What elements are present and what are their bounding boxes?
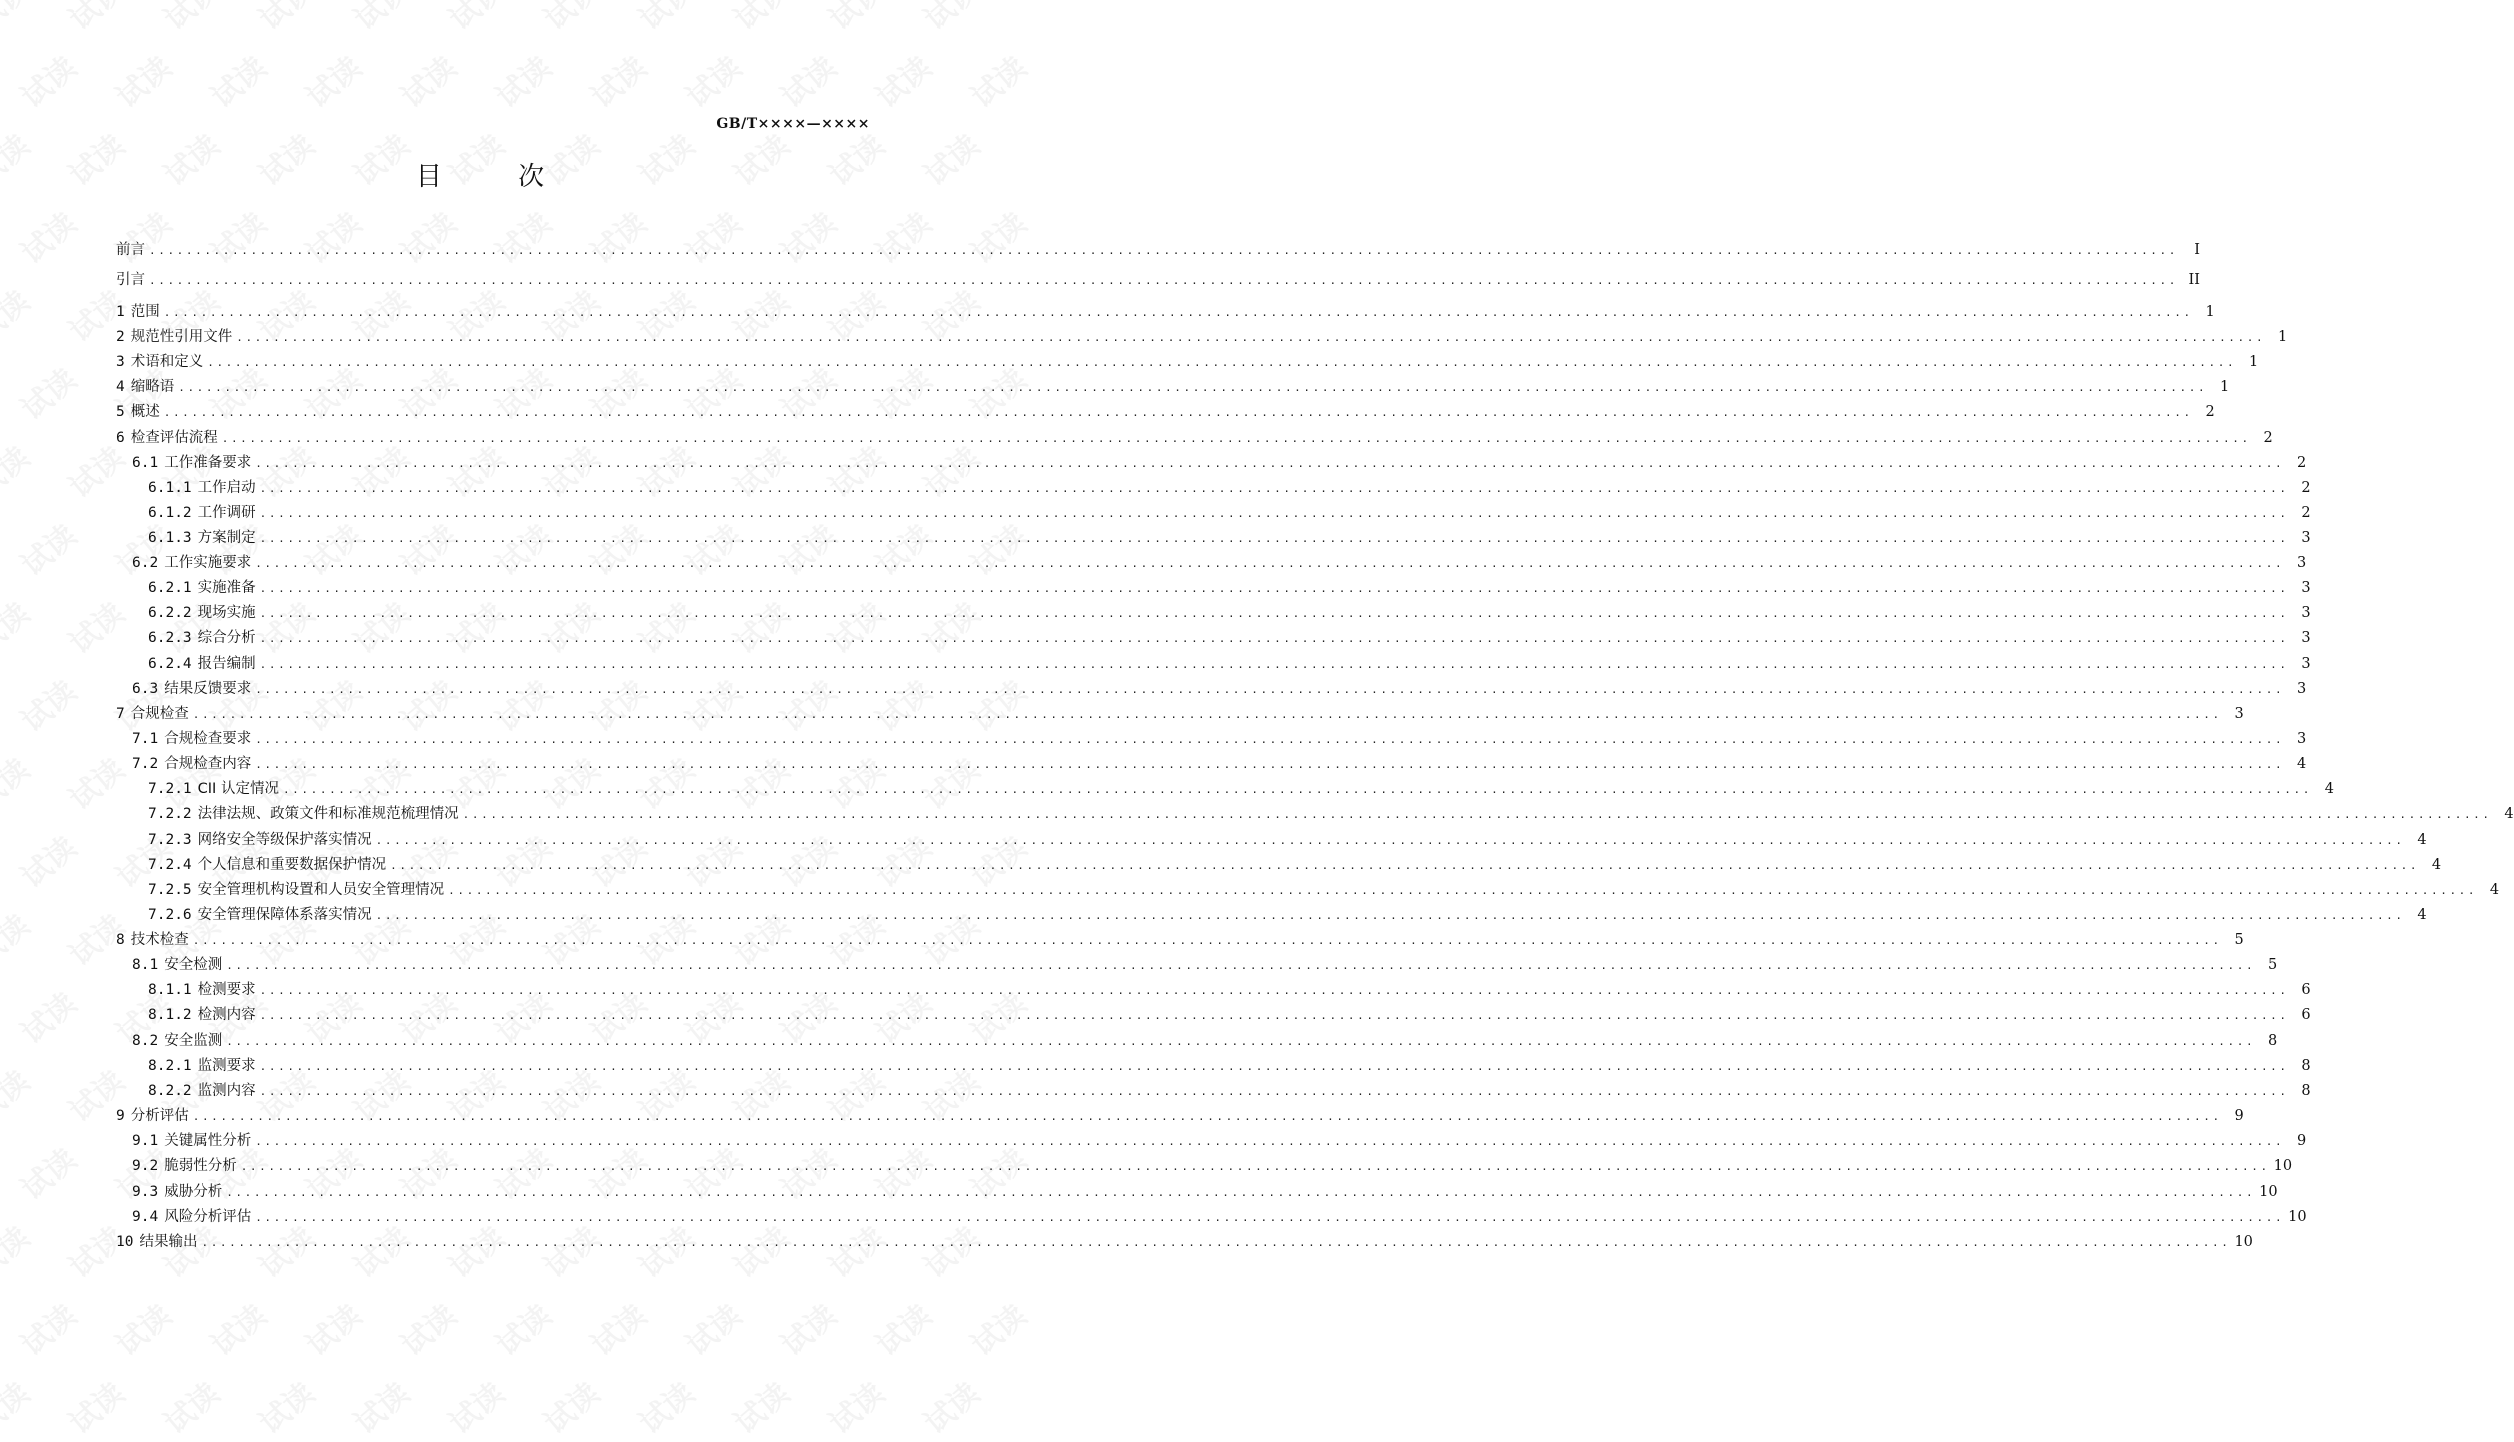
- toc-dot-leader: ............................................................................................................................................................................................................................: [259, 632, 2289, 645]
- toc-entry-label: [148, 628, 260, 648]
- toc-entry-label: [132, 1156, 241, 1176]
- toc-entry-number: 6.1.1: [148, 480, 192, 496]
- toc-entry-label: [132, 553, 255, 573]
- toc-entry-title: 合规检查要求: [164, 731, 252, 747]
- toc-entry-title: 报告编制: [197, 656, 256, 672]
- toc-entry[interactable]: [116, 528, 2311, 548]
- toc-dot-leader: ............................................................................................................................................................................................................................: [201, 1236, 2231, 1249]
- toc-entry[interactable]: [116, 1232, 2253, 1252]
- toc-entry-title: 个人信息和重要数据保护情况: [197, 857, 387, 873]
- watermark-text: [438, 1370, 512, 1442]
- toc-entry-title: 工作启动: [197, 480, 256, 496]
- toc-entry-number: 6.1.2: [148, 505, 192, 521]
- toc-page-number: 8: [2301, 1083, 2311, 1099]
- toc-dot-leader: ............................................................................................................................................................................................................................: [375, 834, 2405, 847]
- toc-page-number: 2: [2205, 404, 2215, 420]
- toc-dot-leader: ............................................................................................................................................................................................................................: [259, 984, 2289, 997]
- toc-page-number: 3: [2296, 681, 2307, 697]
- toc-dot-leader: ............................................................................................................................................................................................................................: [259, 532, 2289, 545]
- watermark-text: [10, 44, 84, 116]
- toc-entry-label: [116, 930, 193, 950]
- watermark-text: [0, 434, 37, 506]
- toc-entry-number: 9.2: [132, 1158, 159, 1174]
- toc-entry-number: 7: [116, 706, 125, 722]
- watermark-text: [0, 1370, 37, 1442]
- toc-dot-leader: ............................................................................................................................................................................................................................: [226, 1035, 2256, 1048]
- toc-page-number: 10: [2288, 1209, 2307, 1225]
- toc-page-number: 1: [2248, 354, 2259, 370]
- toc-entry[interactable]: [116, 270, 2200, 290]
- toc-entry-label: [116, 352, 207, 372]
- toc-entry-number: 8.1.2: [148, 1007, 192, 1023]
- toc-entry-label: [148, 578, 260, 598]
- toc-entry-title: 实施准备: [197, 580, 256, 596]
- toc-entry[interactable]: [116, 428, 2273, 448]
- toc-entry[interactable]: [116, 1156, 2293, 1176]
- toc-dot-leader: ............................................................................................................................................................................................................................: [226, 1186, 2256, 1199]
- toc-entry-label: [116, 428, 222, 448]
- toc-dot-leader: ............................................................................................................................................................................................................................: [259, 582, 2289, 595]
- toc-entry[interactable]: [116, 704, 2244, 724]
- watermark-text: [10, 1136, 84, 1208]
- toc-dot-leader: ............................................................................................................................................................................................................................: [255, 758, 2285, 771]
- watermark-text: [913, 1370, 987, 1442]
- toc-page-number: 3: [2301, 630, 2311, 646]
- toc-dot-leader: ............................................................................................................................................................................................................................: [149, 274, 2178, 287]
- toc-dot-leader: ............................................................................................................................................................................................................................: [259, 1009, 2289, 1022]
- toc-entry[interactable]: [116, 1005, 2311, 1025]
- toc-dot-leader: ............................................................................................................................................................................................................................: [375, 909, 2405, 922]
- toc-entry[interactable]: [116, 453, 2307, 473]
- watermark-text: [248, 1370, 322, 1442]
- toc-dot-leader: ............................................................................................................................................................................................................................: [226, 959, 2256, 972]
- toc-page-number: 9: [2296, 1133, 2307, 1149]
- toc-entry-number: 7.2.6: [148, 907, 192, 923]
- toc-entry-number: 5: [116, 404, 125, 420]
- toc-entry-title: 检测内容: [197, 1007, 256, 1023]
- toc-page-number: 3: [2301, 656, 2311, 672]
- watermark-text: [865, 1292, 939, 1364]
- table-of-contents: [116, 0, 2514, 1357]
- toc-page-number: 10: [2273, 1158, 2293, 1174]
- watermark-text: [0, 1058, 37, 1130]
- toc-dot-leader: ............................................................................................................................................................................................................................: [259, 1085, 2289, 1098]
- toc-entry-title: 术语和定义: [130, 354, 204, 370]
- toc-entry[interactable]: [116, 503, 2311, 523]
- toc-entry-title: 安全管理保障体系落实情况: [197, 907, 372, 923]
- toc-entry-label: [132, 1031, 226, 1051]
- toc-page-number: 3: [2301, 580, 2311, 596]
- toc-entry-number: 9.1: [132, 1133, 159, 1149]
- toc-dot-leader: ............................................................................................................................................................................................................................: [259, 482, 2289, 495]
- toc-entry-label: [132, 453, 255, 473]
- toc-dot-leader: ............................................................................................................................................................................................................................: [448, 884, 2478, 897]
- toc-entry-label: [148, 528, 260, 548]
- toc-page-number: 5: [2267, 957, 2278, 973]
- toc-entry-title: 脆弱性分析: [164, 1158, 237, 1174]
- toc-page-number: 5: [2234, 932, 2244, 948]
- toc-entry-label: [148, 804, 463, 824]
- toc-dot-leader: ............................................................................................................................................................................................................................: [255, 1135, 2285, 1148]
- toc-entry[interactable]: [116, 1106, 2244, 1126]
- toc-entry-label: [148, 880, 448, 900]
- watermark-text: [10, 1292, 84, 1364]
- toc-entry-label: [148, 1081, 260, 1101]
- toc-entry[interactable]: [116, 240, 2200, 260]
- toc-dot-leader: ............................................................................................................................................................................................................................: [259, 507, 2289, 520]
- watermark-text: [960, 200, 1034, 272]
- toc-entry[interactable]: [116, 1056, 2311, 1076]
- toc-dot-leader: ............................................................................................................................................................................................................................: [282, 783, 2312, 796]
- toc-entry-number: 2: [116, 329, 125, 345]
- toc-dot-leader: ............................................................................................................................................................................................................................: [192, 934, 2222, 947]
- toc-entry[interactable]: [116, 1182, 2278, 1202]
- toc-entry-title: 监测要求: [197, 1058, 256, 1074]
- toc-entry-number: 7.2.2: [148, 806, 192, 822]
- toc-entry-label: [132, 1182, 226, 1202]
- toc-entry-title: 综合分析: [197, 630, 256, 646]
- toc-entry-number: 6.2: [132, 555, 159, 571]
- toc-entry-label: [132, 1131, 255, 1151]
- toc-entry-number: 3: [116, 354, 125, 370]
- toc-entry-label: [116, 377, 178, 397]
- toc-entry-title: 结果输出: [139, 1234, 198, 1250]
- watermark-text: [913, 0, 987, 38]
- toc-page-number: 1: [2219, 379, 2230, 395]
- page-title: 目 次: [415, 162, 579, 192]
- toc-entry-number: 8: [116, 932, 125, 948]
- toc-dot-leader: ............................................................................................................................................................................................................................: [236, 331, 2266, 344]
- toc-entry[interactable]: [116, 1081, 2311, 1101]
- toc-entry-title: CII 认定情况: [197, 781, 279, 797]
- toc-entry[interactable]: [116, 980, 2311, 1000]
- toc-entry[interactable]: [116, 955, 2278, 975]
- toc-entry-number: 7.2.1: [148, 781, 192, 797]
- watermark-text: [533, 1370, 607, 1442]
- watermark-text: [865, 200, 939, 272]
- toc-entry-title: 工作实施要求: [164, 555, 252, 571]
- toc-entry-title: 法律法规、政策文件和标准规范梳理情况: [197, 806, 459, 822]
- toc-dot-leader: ............................................................................................................................................................................................................................: [192, 708, 2222, 721]
- watermark-text: [10, 824, 84, 896]
- toc-entry-title: 范围: [130, 304, 160, 320]
- toc-entry-title: 规范性引用文件: [130, 329, 233, 345]
- toc-entry-label: [116, 402, 164, 422]
- toc-page-number: 6: [2301, 982, 2311, 998]
- toc-page-number: 3: [2301, 605, 2311, 621]
- toc-entry[interactable]: [116, 804, 2514, 824]
- toc-entry-label: [148, 478, 260, 498]
- toc-page-number: 4: [2296, 756, 2307, 772]
- toc-entry-label: [148, 905, 376, 925]
- toc-page-number: 4: [2417, 832, 2427, 848]
- toc-entry-number: 8.1.1: [148, 982, 192, 998]
- toc-entry-number: 7.2: [132, 756, 159, 772]
- toc-entry-title: 结果反馈要求: [164, 681, 252, 697]
- toc-page-number: 9: [2234, 1108, 2244, 1124]
- toc-entry[interactable]: [116, 930, 2244, 950]
- watermark-text: [58, 1370, 132, 1442]
- toc-entry-label: [132, 955, 226, 975]
- toc-dot-leader: ............................................................................................................................................................................................................................: [255, 733, 2285, 746]
- toc-entry[interactable]: [116, 1031, 2278, 1051]
- toc-entry-number: 6: [116, 430, 125, 446]
- toc-dot-leader: ............................................................................................................................................................................................................................: [255, 1211, 2285, 1224]
- toc-page-number: 4: [2417, 907, 2427, 923]
- watermark-text: [818, 1370, 892, 1442]
- toc-dot-leader: ............................................................................................................................................................................................................................: [221, 432, 2251, 445]
- toc-entry-label: [116, 1232, 201, 1252]
- watermark-text: [0, 902, 37, 974]
- toc-entry-title: 威胁分析: [164, 1184, 223, 1200]
- toc-entry[interactable]: [116, 779, 2334, 799]
- toc-entry-title: 合规检查内容: [164, 756, 252, 772]
- toc-page-number: 1: [2277, 329, 2288, 345]
- toc-entry-number: 7.2.4: [148, 857, 192, 873]
- toc-dot-leader: ............................................................................................................................................................................................................................: [149, 244, 2178, 257]
- toc-dot-leader: ............................................................................................................................................................................................................................: [207, 356, 2237, 369]
- toc-entry-title: 工作调研: [197, 505, 256, 521]
- toc-entry-title: 安全管理机构设置和人员安全管理情况: [197, 882, 445, 898]
- toc-page-number: 2: [2301, 480, 2311, 496]
- toc-page-number: 4: [2504, 806, 2514, 822]
- toc-entry-label: [116, 704, 193, 724]
- toc-entry-label: [116, 327, 236, 347]
- document-code: GB/T××××—××××: [716, 116, 870, 132]
- toc-entry[interactable]: [116, 377, 2230, 397]
- toc-entry-title: 风险分析评估: [164, 1209, 252, 1225]
- toc-dot-leader: ............................................................................................................................................................................................................................: [259, 607, 2289, 620]
- toc-entry-number: 6.1: [132, 455, 159, 471]
- watermark-text: [0, 590, 37, 662]
- toc-entry-label: [148, 980, 260, 1000]
- toc-entry[interactable]: [116, 754, 2307, 774]
- toc-entry[interactable]: [116, 855, 2442, 875]
- toc-page-number: 3: [2234, 706, 2244, 722]
- toc-entry[interactable]: [116, 1131, 2307, 1151]
- toc-entry[interactable]: [116, 402, 2215, 422]
- toc-entry[interactable]: [116, 679, 2307, 699]
- toc-entry-title: 安全监测: [164, 1033, 223, 1049]
- watermark-text: [960, 1292, 1034, 1364]
- toc-dot-leader: ............................................................................................................................................................................................................................: [163, 406, 2193, 419]
- toc-entry-number: 7.2.3: [148, 832, 192, 848]
- watermark-text: [153, 1370, 227, 1442]
- toc-entry-label: [148, 855, 390, 875]
- toc-dot-leader: ............................................................................................................................................................................................................................: [462, 808, 2492, 821]
- watermark-text: [960, 44, 1034, 116]
- toc-dot-leader: ............................................................................................................................................................................................................................: [259, 658, 2289, 671]
- toc-entry[interactable]: [116, 553, 2307, 573]
- toc-dot-leader: ............................................................................................................................................................................................................................: [255, 557, 2285, 570]
- toc-page-number: II: [2188, 272, 2200, 288]
- toc-entry-label: [148, 654, 260, 674]
- toc-entry-label: [148, 779, 283, 799]
- toc-page-number: I: [2194, 242, 2200, 258]
- toc-dot-leader: ............................................................................................................................................................................................................................: [192, 1110, 2222, 1123]
- toc-entry-label: [148, 1056, 260, 1076]
- toc-entry-label: [148, 603, 260, 623]
- toc-entry-number: 10: [116, 1234, 134, 1250]
- toc-entry-title: 缩略语: [130, 379, 175, 395]
- toc-page-number: 4: [2431, 857, 2442, 873]
- toc-entry[interactable]: [116, 352, 2259, 372]
- toc-entry-title: 合规检查: [130, 706, 189, 722]
- watermark-text: [10, 980, 84, 1052]
- toc-entry-title: 分析评估: [130, 1108, 189, 1124]
- watermark-text: [10, 668, 84, 740]
- toc-page-number: 10: [2234, 1234, 2253, 1250]
- watermark-text: [723, 1370, 797, 1442]
- toc-dot-leader: ............................................................................................................................................................................................................................: [163, 306, 2193, 319]
- watermark-text: [913, 590, 987, 662]
- toc-entry-label: [148, 1005, 260, 1025]
- toc-page-number: 2: [2301, 505, 2311, 521]
- watermark-text: [0, 746, 37, 818]
- toc-entry-number: 6.1.3: [148, 530, 192, 546]
- watermark-text: [10, 512, 84, 584]
- toc-entry-number: 6.2.4: [148, 656, 192, 672]
- toc-entry-number: 8.1: [132, 957, 159, 973]
- toc-entry-label: [148, 503, 260, 523]
- toc-entry[interactable]: [116, 578, 2311, 598]
- toc-page-number: 4: [2324, 781, 2334, 797]
- toc-entry-number: 9.3: [132, 1184, 159, 1200]
- toc-entry-title: 网络安全等级保护落实情况: [197, 832, 372, 848]
- toc-page-number: 10: [2259, 1184, 2278, 1200]
- toc-page-number: 3: [2301, 530, 2311, 546]
- toc-entry[interactable]: [116, 327, 2288, 347]
- toc-entry-title: 工作准备要求: [164, 455, 252, 471]
- toc-entry[interactable]: [116, 302, 2215, 322]
- toc-page-number: 2: [2296, 455, 2307, 471]
- toc-entry[interactable]: [116, 628, 2311, 648]
- watermark-text: [865, 44, 939, 116]
- toc-entry[interactable]: [116, 654, 2311, 674]
- toc-entry-title: 安全检测: [164, 957, 223, 973]
- toc-entry-number: 1: [116, 304, 125, 320]
- toc-page-number: 8: [2267, 1033, 2278, 1049]
- toc-entry-title: 引言: [116, 272, 145, 288]
- toc-entry[interactable]: [116, 905, 2427, 925]
- toc-entry-label: [148, 830, 376, 850]
- toc-entry-label: [116, 302, 164, 322]
- toc-entry[interactable]: [116, 830, 2427, 850]
- toc-entry-number: 6.2.3: [148, 630, 192, 646]
- toc-entry-label: [132, 729, 255, 749]
- toc-dot-leader: ............................................................................................................................................................................................................................: [240, 1160, 2270, 1173]
- toc-entry-label: [116, 240, 149, 260]
- toc-entry-number: 9: [116, 1108, 125, 1124]
- watermark-text: [0, 1214, 37, 1286]
- toc-entry-label: [132, 679, 255, 699]
- toc-entry[interactable]: [116, 880, 2500, 900]
- toc-entry-title: 概述: [130, 404, 160, 420]
- toc-page-number: 8: [2301, 1058, 2311, 1074]
- toc-entry[interactable]: [116, 729, 2307, 749]
- toc-entry-label: [116, 270, 149, 290]
- toc-entry-title: 检测要求: [197, 982, 256, 998]
- watermark-text: [343, 1370, 417, 1442]
- toc-page-number: 1: [2205, 304, 2215, 320]
- toc-entry-number: 8.2: [132, 1033, 159, 1049]
- toc-entry-number: 9.4: [132, 1209, 159, 1225]
- toc-entry-number: 6.2.1: [148, 580, 192, 596]
- toc-entry[interactable]: [116, 1207, 2307, 1227]
- toc-entry-label: [132, 1207, 255, 1227]
- toc-page-number: 3: [2296, 731, 2307, 747]
- toc-page-number: 6: [2301, 1007, 2311, 1023]
- toc-entry-title: 技术检查: [130, 932, 189, 948]
- watermark-text: [10, 200, 84, 272]
- toc-entry-number: 7.1: [132, 731, 159, 747]
- toc-dot-leader: ............................................................................................................................................................................................................................: [255, 457, 2285, 470]
- toc-page-number: 2: [2263, 430, 2273, 446]
- watermark-text: [628, 1370, 702, 1442]
- toc-entry-title: 现场实施: [197, 605, 256, 621]
- toc-entry-title: 前言: [116, 242, 145, 258]
- toc-dot-leader: ............................................................................................................................................................................................................................: [178, 381, 2208, 394]
- toc-entry-title: 监测内容: [197, 1083, 256, 1099]
- toc-dot-leader: ............................................................................................................................................................................................................................: [390, 859, 2420, 872]
- watermark-text: [0, 0, 37, 38]
- watermark-text: [10, 356, 84, 428]
- toc-entry-label: [116, 1106, 193, 1126]
- toc-entry-label: [132, 754, 255, 774]
- toc-dot-leader: ............................................................................................................................................................................................................................: [259, 1060, 2289, 1073]
- toc-entry-title: 方案制定: [197, 530, 256, 546]
- toc-page-number: 4: [2489, 882, 2500, 898]
- watermark-text: [0, 278, 37, 350]
- toc-entry-number: 4: [116, 379, 125, 395]
- toc-entry-title: 检查评估流程: [130, 430, 218, 446]
- toc-entry[interactable]: [116, 478, 2311, 498]
- toc-entry-title: 关键属性分析: [164, 1133, 252, 1149]
- toc-entry-number: 7.2.5: [148, 882, 192, 898]
- toc-entry-number: 8.2.2: [148, 1083, 192, 1099]
- toc-page-number: 3: [2296, 555, 2307, 571]
- toc-dot-leader: ............................................................................................................................................................................................................................: [255, 683, 2285, 696]
- toc-entry[interactable]: [116, 603, 2311, 623]
- toc-entry-number: 6.3: [132, 681, 159, 697]
- toc-entry-number: 8.2.1: [148, 1058, 192, 1074]
- toc-entry-number: 6.2.2: [148, 605, 192, 621]
